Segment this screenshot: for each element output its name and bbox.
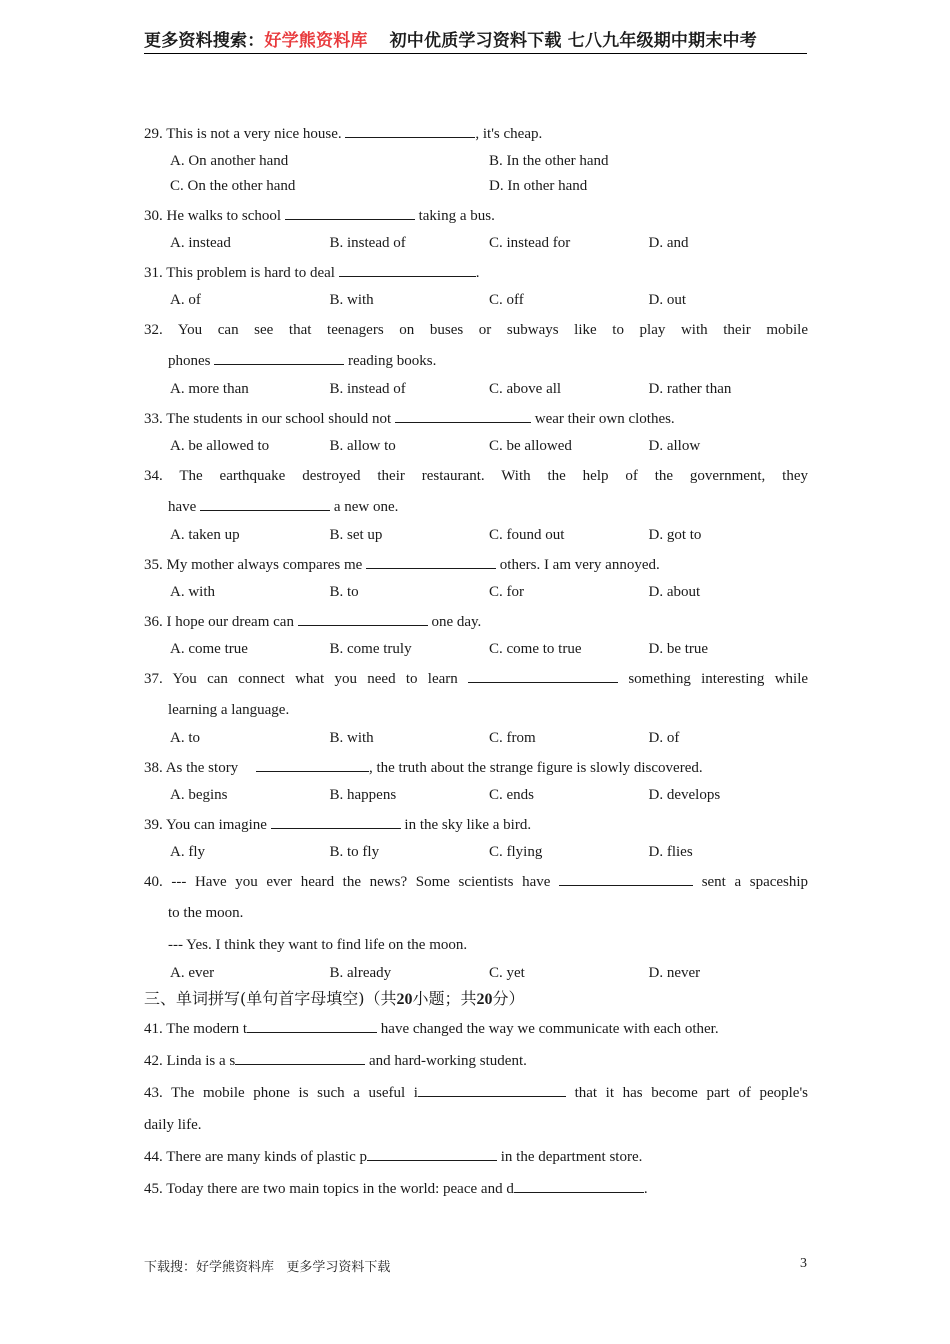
- option-b: B. to fly: [329, 844, 380, 860]
- question-text: daily life.: [144, 1117, 202, 1133]
- question-32: [144, 315, 808, 345]
- question-40-line2: [144, 897, 808, 929]
- section-score: 20: [476, 991, 493, 1008]
- question-text: My mother always compares me: [166, 557, 363, 573]
- option-d: D. and: [648, 235, 689, 251]
- question-35: [144, 550, 808, 580]
- options-30: [144, 231, 808, 256]
- spelling-43: [144, 1077, 808, 1109]
- option-d: D. allow: [648, 438, 701, 454]
- question-33: [144, 404, 808, 434]
- answer-blank: [247, 1018, 377, 1033]
- option-c: C. from: [489, 730, 536, 746]
- options-40: [144, 961, 808, 986]
- question-text: to the moon.: [168, 905, 244, 921]
- option-b: B. already: [329, 965, 392, 981]
- header-rule: [144, 53, 807, 54]
- option-c: C. yet: [489, 965, 525, 981]
- question-text: The modern t: [166, 1021, 248, 1037]
- option-b: B. come truly: [329, 641, 412, 657]
- question-text: You can imagine: [165, 817, 267, 833]
- option-c: C. for: [489, 584, 524, 600]
- footer-text: 下载搜：好学熊资料库 更多学习资料下载: [144, 1260, 391, 1275]
- option-a: A. of: [170, 292, 201, 308]
- page-number: 3: [800, 1256, 807, 1271]
- question-number: 38.: [144, 760, 163, 776]
- question-text: that it has become part of people's: [574, 1085, 808, 1101]
- question-number: 45.: [144, 1181, 163, 1197]
- question-text: learning a language.: [168, 702, 290, 718]
- spelling-42: [144, 1045, 808, 1077]
- option-b: B. to: [329, 584, 359, 600]
- question-31: [144, 258, 808, 288]
- options-34: [144, 523, 808, 548]
- options-37: [144, 726, 808, 751]
- option-c: C. ends: [489, 787, 534, 803]
- question-text: sent a spaceship: [701, 874, 809, 890]
- question-34-line2: [144, 491, 808, 523]
- question-text: one day.: [431, 614, 482, 630]
- options-35: [144, 580, 808, 605]
- option-d: D. develops: [648, 787, 721, 803]
- question-text: This is not a very nice house.: [166, 126, 342, 142]
- option-c: C. flying: [489, 844, 543, 860]
- section-title: [144, 986, 808, 1013]
- question-text: I hope our dream can: [166, 614, 294, 630]
- option-d: D. out: [648, 292, 686, 308]
- question-number: 44.: [144, 1149, 163, 1165]
- question-text: You can connect what you need to learn: [172, 671, 458, 687]
- spelling-45: [144, 1173, 808, 1205]
- option-b: B. with: [329, 730, 374, 746]
- option-b: B. allow to: [329, 438, 396, 454]
- answer-blank: [339, 262, 476, 277]
- option-b: B. instead of: [329, 235, 406, 251]
- question-text: have changed the way we communicate with each other.: [380, 1021, 719, 1037]
- option-a: A. be allowed to: [170, 438, 270, 454]
- question-37-line2: [144, 694, 808, 726]
- options-36: [144, 637, 808, 662]
- spelling-43-line2: [144, 1109, 808, 1141]
- question-text: taking a bus.: [418, 208, 495, 224]
- option-d: D. of: [648, 730, 680, 746]
- answer-blank: [366, 554, 496, 569]
- question-number: 37.: [144, 671, 163, 687]
- answer-blank: [345, 123, 475, 138]
- question-number: 43.: [144, 1085, 163, 1101]
- section-title-text: 分）: [492, 989, 525, 1008]
- answer-blank: [200, 496, 330, 511]
- page-header: [144, 26, 807, 51]
- option-b: B. instead of: [329, 381, 406, 397]
- question-37: [144, 664, 808, 694]
- question-40: [144, 867, 808, 897]
- answer-blank: [418, 1082, 566, 1097]
- option-d: D. rather than: [648, 381, 732, 397]
- option-c: C. instead for: [489, 235, 571, 251]
- options-33: [144, 434, 808, 459]
- option-a: A. with: [170, 584, 215, 600]
- answer-blank: [514, 1178, 644, 1193]
- header-brand: 好学熊资料库: [264, 31, 368, 51]
- question-text: others. I am very annoyed.: [499, 557, 660, 573]
- options-38: [144, 783, 808, 808]
- question-text: Linda is a s: [166, 1053, 236, 1069]
- question-number: 39.: [144, 817, 163, 833]
- question-34: [144, 461, 808, 491]
- question-text: .: [643, 1181, 648, 1197]
- question-number: 40.: [144, 874, 163, 890]
- question-text: You can see that teenagers on buses or subways like to play with their mobile: [177, 322, 809, 338]
- answer-blank: [367, 1146, 497, 1161]
- question-text: , it's cheap.: [475, 126, 543, 142]
- page-footer: [144, 1256, 807, 1275]
- options-32: [144, 377, 808, 402]
- question-text: This problem is hard to deal: [166, 265, 335, 281]
- option-a: A. to: [170, 730, 200, 746]
- option-c: C. above all: [489, 381, 562, 397]
- question-39: [144, 810, 808, 840]
- option-d: D. never: [648, 965, 701, 981]
- question-text: in the department store.: [500, 1149, 643, 1165]
- question-number: 36.: [144, 614, 163, 630]
- option-a: A. fly: [170, 844, 205, 860]
- section-question-count: 20: [396, 991, 413, 1008]
- question-number: 34.: [144, 468, 163, 484]
- question-number: 35.: [144, 557, 163, 573]
- question-text: --- Have you ever heard the news? Some scientists have: [171, 874, 551, 890]
- answer-blank: [395, 408, 531, 423]
- question-text: --- Yes. I think they want to find life on the moon.: [168, 937, 468, 953]
- question-36: [144, 607, 808, 637]
- option-a: A. more than: [170, 381, 249, 397]
- option-a: A. begins: [170, 787, 228, 803]
- question-text: The earthquake destroyed their restaurant. With the help of the government, they: [179, 468, 808, 484]
- option-c: C. off: [489, 292, 524, 308]
- question-text: wear their own clothes.: [534, 411, 675, 427]
- question-text: .: [475, 265, 480, 281]
- answer-blank: [559, 871, 693, 886]
- question-text: , the truth about the strange figure is slowly discovered.: [368, 760, 703, 776]
- question-text: As the story: [165, 760, 239, 776]
- question-text: Today there are two main topics in the world: peace and d: [166, 1181, 514, 1197]
- option-c: C. be allowed: [489, 438, 572, 454]
- question-32-line2: [144, 345, 808, 377]
- spelling-44: [144, 1141, 808, 1173]
- option-a: A. ever: [170, 965, 215, 981]
- question-text: and hard-working student.: [369, 1053, 527, 1069]
- question-text: The mobile phone is such a useful i: [171, 1085, 418, 1101]
- question-text: reading books.: [348, 353, 437, 369]
- question-text: The students in our school should not: [166, 411, 392, 427]
- option-c: C. found out: [489, 527, 565, 543]
- question-number: 30.: [144, 208, 163, 224]
- spelling-41: [144, 1013, 808, 1045]
- answer-blank: [298, 611, 428, 626]
- section-title-text: 三、单词拼写(单句首字母填空)（共: [144, 989, 397, 1008]
- question-text: He walks to school: [166, 208, 282, 224]
- header-suffix: 初中优质学习资料下载 七八九年级期中期末中考: [389, 31, 757, 51]
- option-d: D. In other hand: [489, 178, 588, 194]
- options-39: [144, 840, 808, 865]
- option-a: A. taken up: [170, 527, 240, 543]
- answer-blank: [235, 1050, 365, 1065]
- question-text: There are many kinds of plastic p: [166, 1149, 367, 1165]
- question-text: have: [168, 499, 197, 515]
- question-number: 29.: [144, 126, 163, 142]
- option-d: D. about: [648, 584, 701, 600]
- option-b: B. set up: [329, 527, 383, 543]
- option-b: B. with: [329, 292, 374, 308]
- option-b: B. In the other hand: [489, 153, 609, 169]
- question-text: in the sky like a bird.: [404, 817, 532, 833]
- option-c: C. come to true: [489, 641, 582, 657]
- section-title-text: 小题；共: [412, 989, 477, 1008]
- answer-blank: [271, 814, 401, 829]
- answer-blank: [214, 350, 344, 365]
- exam-content: [144, 117, 808, 1205]
- option-d: D. be true: [648, 641, 709, 657]
- answer-blank: [285, 205, 415, 220]
- options-29-row2: [144, 174, 808, 199]
- question-text: a new one.: [333, 499, 399, 515]
- question-40-line3: [144, 929, 808, 961]
- answer-blank: [256, 757, 369, 772]
- question-text: phones: [168, 353, 211, 369]
- question-number: 33.: [144, 411, 163, 427]
- options-29: [144, 149, 808, 174]
- option-a: A. On another hand: [170, 153, 289, 169]
- question-29: [144, 119, 808, 149]
- option-a: A. instead: [170, 235, 231, 251]
- question-number: 42.: [144, 1053, 163, 1069]
- question-30: [144, 201, 808, 231]
- option-c: C. On the other hand: [170, 178, 296, 194]
- option-b: B. happens: [329, 787, 397, 803]
- option-d: D. got to: [648, 527, 702, 543]
- answer-blank: [468, 668, 618, 683]
- question-number: 32.: [144, 322, 163, 338]
- question-number: 41.: [144, 1021, 163, 1037]
- option-a: A. come true: [170, 641, 248, 657]
- header-prefix: 更多资料搜索：: [144, 31, 265, 51]
- question-38: [144, 753, 808, 783]
- option-d: D. flies: [648, 844, 693, 860]
- question-number: 31.: [144, 265, 163, 281]
- question-text: something interesting while: [628, 671, 809, 687]
- options-31: [144, 288, 808, 313]
